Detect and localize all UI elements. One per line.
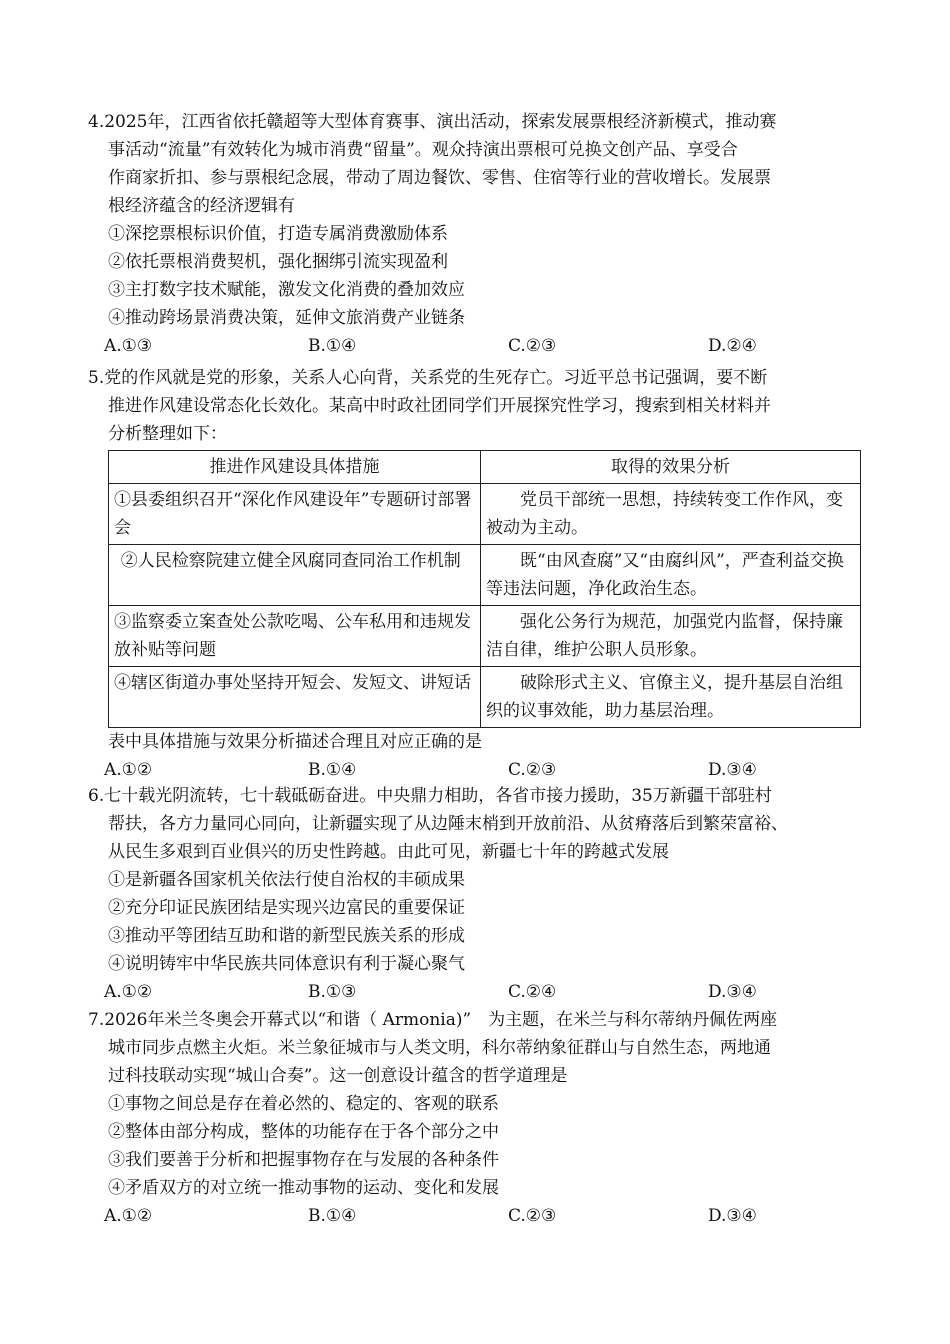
choice-d[interactable]: D.③④ [708,982,757,1002]
choice-b[interactable]: B.①④ [308,336,357,356]
question-6 [88,782,868,1006]
question-stem [88,108,868,220]
stem-line: 过科技联动实现“城山合奏”。这一创意设计蕴含的哲学道理是 [108,1066,568,1086]
measures-effects-table [108,450,861,728]
stem-line: 分析整理如下： [108,424,227,444]
table-row [109,484,861,545]
choice-b[interactable]: B.①③ [308,982,357,1002]
choice-d[interactable]: D.③④ [708,760,757,780]
effect-cell: 破除形式主义、官僚主义，提升基层自治组织的议事效能，助力基层治理。 [481,667,861,728]
statement-option: ①是新疆各国家机关依法行使自治权的丰硕成果 [108,870,465,890]
column-header: 推进作风建设具体措施 [109,451,481,484]
column-header: 取得的效果分析 [481,451,861,484]
stem-line: 6.七十载光阴流转，七十载砥砺奋进。中央鼎力相助，各省市接力援助，35万新疆干部驻村 [88,786,772,806]
effect-cell: 党员干部统一思想，持续转变工作作风，变被动为主动。 [481,484,861,545]
statement-option: ②整体由部分构成，整体的功能存在于各个部分之中 [108,1122,499,1142]
choice-d[interactable]: D.③④ [708,1206,757,1226]
choice-c[interactable]: C.②③ [508,1206,557,1226]
statement-option: ③我们要善于分析和把握事物存在与发展的各种条件 [108,1150,499,1170]
choice-b[interactable]: B.①④ [308,760,357,780]
measure-cell: ①县委组织召开“深化作风建设年”专题研讨部署会 [109,484,481,545]
stem-line: 从民生多艰到百业俱兴的历史性跨越。由此可见，新疆七十年的跨越式发展 [108,842,669,862]
effect-cell: 强化公务行为规范，加强党内监督，保持廉洁自律，维护公职人员形象。 [481,606,861,667]
choice-a[interactable]: A.①③ [104,336,153,356]
stem-line: 帮扶，各方力量同心同向，让新疆实现了从边陲末梢到开放前沿、从贫瘠落后到繁荣富裕、 [108,814,788,834]
question-5 [88,364,868,784]
stem-line: 4.2025年，江西省依托赣超等大型体育赛事、演出活动，探索发展票根经济新模式，推动赛 [88,112,777,132]
choice-d[interactable]: D.②④ [708,336,757,356]
stem-line: 事活动“流量”有效转化为城市消费“留量”。观众持演出票根可兑换文创产品、享受合 [108,140,738,160]
answer-choices [88,1202,868,1230]
choice-b[interactable]: B.①④ [308,1206,357,1226]
measure-cell: ④辖区街道办事处坚持开短会、发短文、讲短话 [109,667,481,728]
question-stem [88,782,868,866]
statement-option: ③主打数字技术赋能，激发文化消费的叠加效应 [108,280,465,300]
question-stem [88,1006,868,1090]
stem-line: 作商家折扣、参与票根纪念展，带动了周边餐饮、零售、住宿等行业的营收增长。发展票 [108,168,771,188]
choice-a[interactable]: A.①② [104,760,153,780]
answer-choices [88,756,868,784]
measure-cell: ③监察委立案查处公款吃喝、公车私用和违规发放补贴等问题 [109,606,481,667]
table-row [109,545,861,606]
answer-choices [88,978,868,1006]
stem-line: 城市同步点燃主火炬。米兰象征城市与人类文明，科尔蒂纳象征群山与自然生态，两地通 [108,1038,771,1058]
table-header-row [109,451,861,484]
effect-cell: 既“由风查腐”又“由腐纠风”，严查利益交换等违法问题，净化政治生态。 [481,545,861,606]
statement-option: ②充分印证民族团结是实现兴边富民的重要保证 [108,898,465,918]
statement-option: ④说明铸牢中华民族共同体意识有利于凝心聚气 [108,954,465,974]
stem-line: 5.党的作风就是党的形象，关系人心向背，关系党的生死存亡。习近平总书记强调，要不断 [88,368,768,388]
table-row [109,667,861,728]
choice-c[interactable]: C.②③ [508,336,557,356]
statement-option: ④矛盾双方的对立统一推动事物的运动、变化和发展 [108,1178,499,1198]
answer-choices [88,332,868,360]
statement-option: ④推动跨场景消费决策，延伸文旅消费产业链条 [108,308,465,328]
statement-option: ①深挖票根标识价值，打造专属消费激励体系 [108,224,448,244]
question-4 [88,108,868,360]
stem-line: 推进作风建设常态化长效化。某高中时政社团同学们开展探究性学习，搜索到相关材料并 [108,396,771,416]
question-prompt: 表中具体措施与效果分析描述合理且对应正确的是 [108,732,482,752]
choice-c[interactable]: C.②④ [508,982,557,1002]
question-stem [88,364,868,448]
stem-line: 7.2026年米兰冬奥会开幕式以“和谐（ Armonia)” 为主题，在米兰与科尔蒂纳丹佩佐两座 [88,1010,778,1030]
choice-c[interactable]: C.②③ [508,760,557,780]
statement-option: ②依托票根消费契机，强化捆绑引流实现盈利 [108,252,448,272]
choice-a[interactable]: A.①② [104,982,153,1002]
table-row [109,606,861,667]
question-7 [88,1006,868,1230]
stem-line: 根经济蕴含的经济逻辑有 [108,196,295,216]
choice-a[interactable]: A.①② [104,1206,153,1226]
statement-option: ③推动平等团结互助和谐的新型民族关系的形成 [108,926,465,946]
measure-cell: ②人民检察院建立健全风腐同查同治工作机制 [109,545,481,606]
statement-option: ①事物之间总是存在着必然的、稳定的、客观的联系 [108,1094,499,1114]
